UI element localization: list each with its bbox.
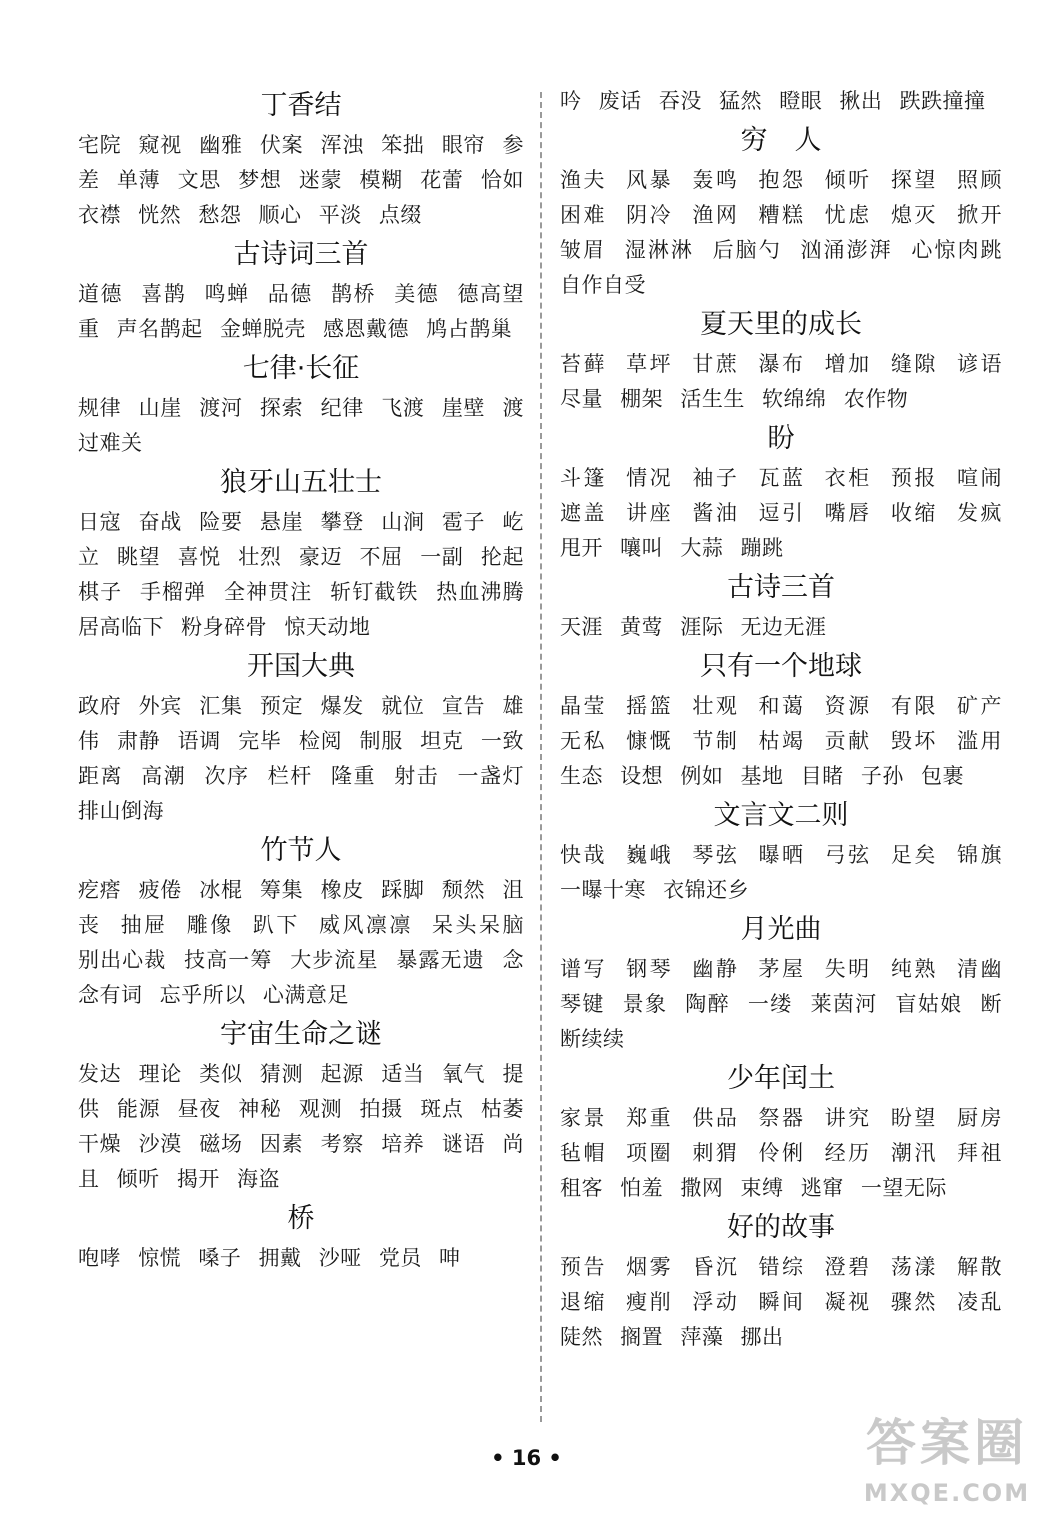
vocab-section xyxy=(560,417,1020,566)
section-title: 夏天里的成长 xyxy=(700,309,862,340)
section-title: 文言文二则 xyxy=(713,800,849,831)
vocab-words: 疙瘩 疲倦 冰棍 筹集 橡皮 踩脚 颓然 沮丧 抽屉 雕像 趴下 威风凛凛 呆头呆脑 别出心裁 技高一筹 大步流星 暴露无遗 念念有词 忘乎所以 心满意足 xyxy=(78,878,542,1007)
section-title: 盼 xyxy=(767,423,795,454)
section-title: 月光曲 xyxy=(740,914,822,945)
section-title: 古诗词三首 xyxy=(233,239,369,270)
vocab-section xyxy=(78,645,542,829)
vocab-section xyxy=(78,1013,542,1197)
vocab-section xyxy=(560,645,1020,794)
vocab-words: 吟 废话 吞没 猛然 瞪眼 揪出 跌跌撞撞 xyxy=(560,89,986,113)
vocab-section xyxy=(78,461,542,645)
vocab-words: 政府 外宾 汇集 预定 爆发 就位 宣告 雄伟 肃静 语调 完毕 检阅 制服 坦克 一致 距离 高潮 次序 栏杆 隆重 射击 一盏灯 排山倒海 xyxy=(78,694,542,823)
vocab-words: 渔夫 风暴 轰鸣 抱怨 倾听 探望 照顾 困难 阴冷 渔网 糟糕 忧虑 熄灭 掀开 皱眉 湿淋淋 后脑勺 汹涌澎湃 心惊肉跳 自作自受 xyxy=(560,168,1020,297)
column-divider xyxy=(540,92,542,1422)
vocab-section xyxy=(78,829,542,1013)
page-number: 16 xyxy=(511,1446,542,1470)
vocab-words: 晶莹 摇篮 壮观 和蔼 资源 有限 矿产 无私 慷慨 节制 枯竭 贡献 毁坏 滥用 生态 设想 例如 基地 目睹 子孙 包裹 xyxy=(560,694,1020,788)
section-title: 开国大典 xyxy=(247,651,355,682)
vocab-words: 快哉 巍峨 琴弦 曝晒 弓弦 足矣 锦旗 一曝十寒 衣锦还乡 xyxy=(560,843,1020,902)
vocab-words: 谱写 钢琴 幽静 茅屋 失明 纯熟 清幽 琴键 景象 陶醉 一缕 莱茵河 盲姑娘 断断续续 xyxy=(560,957,1020,1051)
section-title: 宇宙生命之谜 xyxy=(220,1019,382,1050)
right-column xyxy=(560,84,1020,1355)
vocab-words: 斗篷 情况 袖子 瓦蓝 衣柜 预报 喧闹 遮盖 讲座 酱油 逗引 嘴唇 收缩 发疯 甩开 嚷叫 大蒜 蹦跳 xyxy=(560,466,1020,560)
vocab-words: 规律 山崖 渡河 探索 纪律 飞渡 崖壁 渡过难关 xyxy=(78,396,524,455)
section-title: 少年闰土 xyxy=(727,1063,835,1094)
section-title: 狼牙山五壮士 xyxy=(220,467,382,498)
vocab-words: 日寇 奋战 险要 悬崖 攀登 山涧 雹子 屹立 眺望 喜悦 壮烈 豪迈 不屈 一副 抡起 棋子 手榴弹 全神贯注 斩钉截铁 热血沸腾 居高临下 粉身碎骨 惊天动地 xyxy=(78,510,542,639)
vocab-section xyxy=(78,84,542,233)
vocab-section xyxy=(560,794,1020,908)
vocab-words: 家景 郑重 供品 祭器 讲究 盼望 厨房 毡帽 项圈 刺猬 伶俐 经历 潮汛 拜祖 租客 怕羞 撒网 束缚 逃窜 一望无际 xyxy=(560,1106,1020,1200)
vocab-section xyxy=(78,347,524,461)
vocab-section xyxy=(78,1197,524,1276)
vocab-section xyxy=(560,1057,1020,1206)
vocab-section xyxy=(78,233,524,347)
watermark-logo xyxy=(858,1408,1036,1526)
vocab-section xyxy=(560,908,1020,1057)
vocab-words: 咆哮 惊慌 嗓子 拥戴 沙哑 党员 呻 xyxy=(78,1246,461,1270)
section-title: 丁香结 xyxy=(260,90,342,121)
vocab-section xyxy=(560,566,1002,645)
section-title: 七律·长征 xyxy=(242,353,360,384)
watermark-text: 答案圈 xyxy=(866,1414,1028,1472)
vocab-words: 预告 烟雾 昏沉 错综 澄碧 荡漾 解散 退缩 瘦削 浮动 瞬间 凝视 骤然 凌乱 陡然 搁置 萍藻 挪出 xyxy=(560,1255,1020,1349)
section-title: 穷 人 xyxy=(740,125,822,156)
vocab-words: 宅院 窥视 幽雅 伏案 浑浊 笨拙 眼帘 参差 单薄 文思 梦想 迷蒙 模糊 花蕾 恰如 衣襟 恍然 愁怨 顺心 平淡 点缀 xyxy=(78,133,542,227)
page-footer: • 16 • xyxy=(491,1446,562,1470)
vocab-words: 苔藓 草坪 甘蔗 瀑布 增加 缝隙 谚语 尽量 棚架 活生生 软绵绵 农作物 xyxy=(560,352,1020,411)
section-title: 古诗三首 xyxy=(727,572,835,603)
section-title: 桥 xyxy=(287,1203,315,1234)
vocab-section xyxy=(560,84,1002,119)
vocab-words: 发达 理论 类似 猜测 起源 适当 氧气 提供 能源 昼夜 神秘 观测 拍摄 斑点 枯萎 干燥 沙漠 磁场 因素 考察 培养 谜语 尚且 倾听 揭开 海盗 xyxy=(78,1062,542,1191)
vocab-section xyxy=(560,119,1020,303)
section-title: 好的故事 xyxy=(727,1212,835,1243)
vocab-words: 天涯 黄莺 涯际 无边无涯 xyxy=(560,615,827,639)
vocab-section xyxy=(560,303,1020,417)
section-title: 竹节人 xyxy=(260,835,342,866)
section-title: 只有一个地球 xyxy=(700,651,862,682)
left-column xyxy=(78,84,542,1276)
vocab-words: 道德 喜鹊 鸣蝉 品德 鹊桥 美德 德高望重 声名鹊起 金蝉脱壳 感恩戴德 鸠占鹊巢 xyxy=(78,282,524,341)
watermark-url: MXQE.COM xyxy=(863,1479,1031,1507)
vocab-section xyxy=(560,1206,1020,1355)
